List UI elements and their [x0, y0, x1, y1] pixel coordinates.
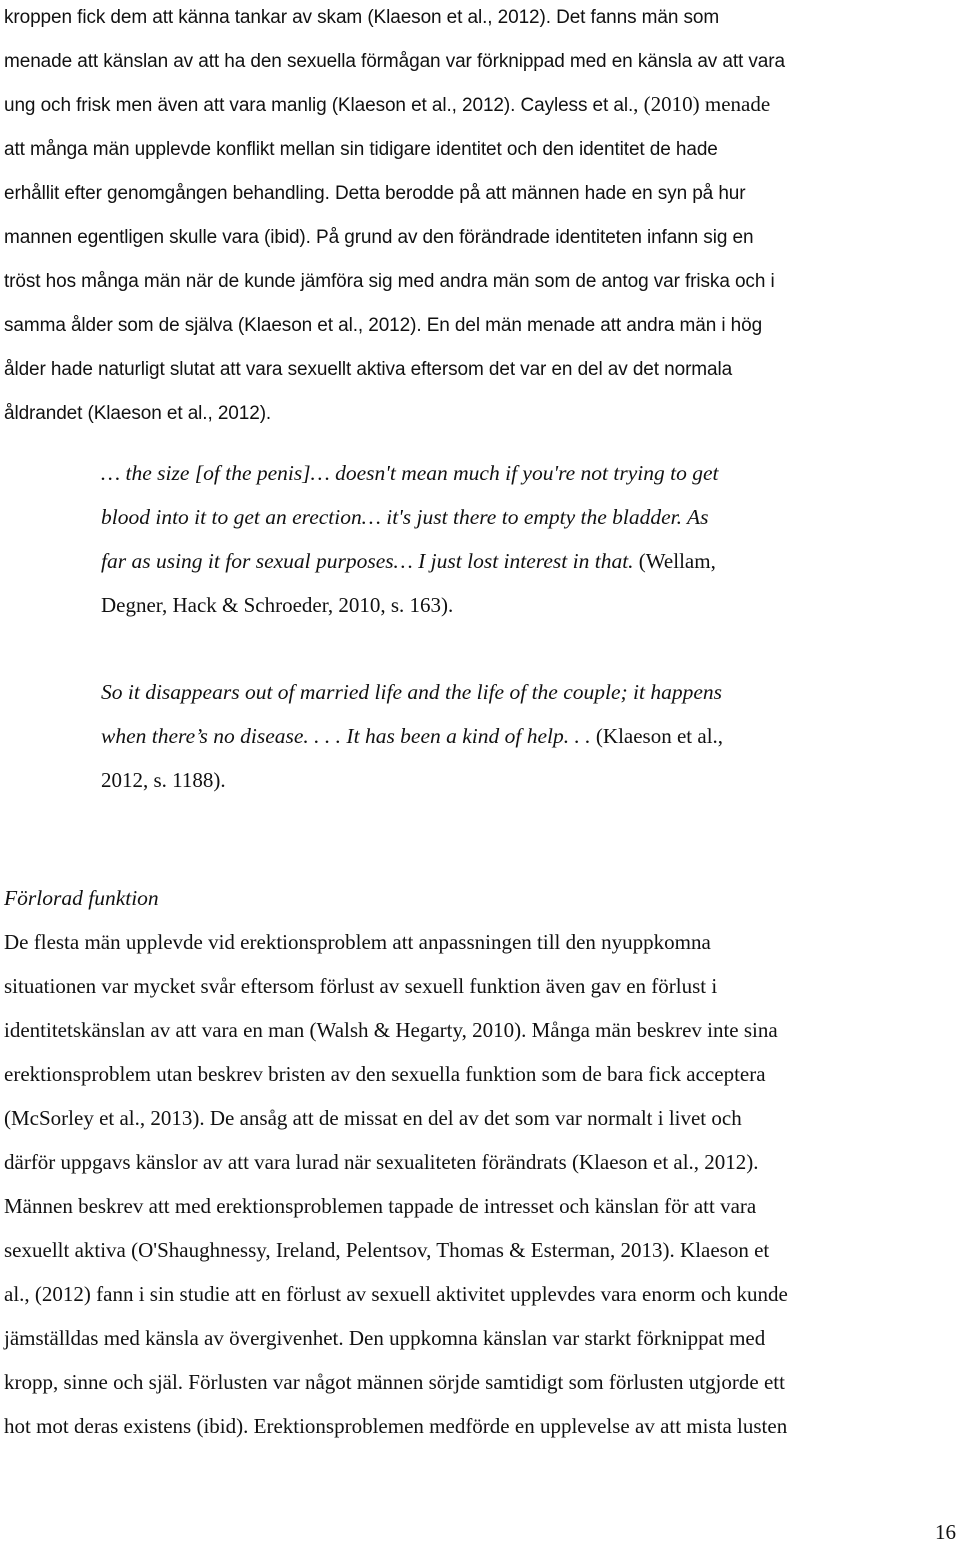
- text-run: blood into it to get an erection… it's just there to empty the bladder. As: [101, 505, 709, 529]
- text-run: , (2010) menade: [633, 92, 771, 116]
- text-run: (McSorley et al., 2013). De ansåg att de missat en del av det som var normalt i livet och: [4, 1106, 742, 1130]
- quote-line: [101, 714, 861, 758]
- text-run: kroppen fick dem att känna tankar av skam (Klaeson et al., 2012). Det fanns män som: [4, 7, 720, 28]
- text-line: [4, 1404, 952, 1448]
- text-line: [4, 1096, 952, 1140]
- text-line: [4, 82, 952, 126]
- quote-line: [101, 539, 861, 583]
- text-run: erhållit efter genomgången behandling.: [4, 183, 330, 204]
- quote-line: [101, 670, 861, 714]
- text-line: [4, 214, 952, 258]
- text-run: att många män upplevde konflikt mellan sin tidigare identitet och den identitet de hade: [4, 139, 718, 160]
- text-line: [4, 346, 952, 390]
- text-run: identitetskänslan av att vara en man (Walsh & Hegarty, 2010). Många män beskrev inte sina: [4, 1018, 778, 1042]
- text-run: På grund av den förändrade identiteten infann sig en: [310, 227, 754, 248]
- text-run: … the size [of the penis]… doesn't mean much if you're not trying to get: [101, 461, 719, 485]
- block-quote-wellam: [101, 451, 861, 627]
- text-run: Männen beskrev att med erektionsproblemen tappade de intresset och känslan för att vara: [4, 1194, 757, 1218]
- quote-line: [101, 758, 861, 802]
- body-paragraph-identity: [4, 0, 952, 434]
- text-run: tröst hos många män när de kunde jämföra sig med andra män som de antog var friska och i: [4, 271, 775, 292]
- text-line: [4, 1272, 952, 1316]
- text-line: [4, 1008, 952, 1052]
- text-line: [4, 920, 952, 964]
- text-run: erektionsproblem utan beskrev bristen av den sexuella funktion som de bara fick acceptera: [4, 1062, 766, 1086]
- text-run: sexuellt aktiva (O'Shaughnessy, Ireland, Pelentsov, Thomas & Esterman, 2013). Klaeson et: [4, 1238, 770, 1262]
- section-heading: Förlorad funktion: [4, 886, 159, 910]
- quote-line: [101, 583, 861, 627]
- text-run: mannen egentligen skulle vara (ibid).: [4, 227, 311, 248]
- text-run: when there’s no disease. . . . It has been a kind of help. . .: [101, 724, 591, 748]
- text-line: [4, 126, 952, 170]
- text-run: åldrandet (Klaeson et al., 2012).: [4, 403, 272, 424]
- text-run: De flesta män upplevde vid erektionsproblem att anpassningen till den nyuppkomna: [4, 930, 711, 954]
- text-run: hot mot deras existens (ibid). Erektionsproblemen medförde en upplevelse av att mista lusten: [4, 1414, 788, 1438]
- text-line: [4, 964, 952, 1008]
- text-run: (Klaeson et al.,: [590, 724, 724, 748]
- text-run: jämställdas med känsla av övergivenhet. Den uppkomna känslan var starkt förknippat med: [4, 1326, 766, 1350]
- text-run: al., (2012) fann i sin studie att en förlust av sexuell aktivitet upplevdes vara enorm och kunde: [4, 1282, 788, 1306]
- text-run: därför uppgavs känslor av att vara lurad när sexualiteten förändrats (Klaeson et al., 2012).: [4, 1150, 759, 1174]
- text-run: Degner, Hack & Schroeder, 2010, s. 163).: [101, 593, 454, 617]
- text-run: ung och frisk men även att vara manlig (Klaeson et al., 2012). Cayless et al.: [4, 95, 634, 116]
- text-run: situationen var mycket svår eftersom förlust av sexuell funktion även gav en förlust i: [4, 974, 718, 998]
- text-run: (Wellam,: [633, 549, 716, 573]
- text-line: [4, 258, 952, 302]
- text-run: En del män menade att andra män i hög: [421, 315, 763, 336]
- text-run: So it disappears out of married life and the life of the couple; it happens: [101, 680, 723, 704]
- text-run: samma ålder som de själva (Klaeson et al., 2012).: [4, 315, 422, 336]
- text-run: far as using it for sexual purposes… I just lost interest in that.: [101, 549, 634, 573]
- text-line: [4, 1140, 952, 1184]
- quote-line: [101, 495, 861, 539]
- text-line: [4, 1052, 952, 1096]
- text-line: [4, 38, 952, 82]
- text-line: [4, 1228, 952, 1272]
- text-line: [4, 1184, 952, 1228]
- text-run: ålder hade naturligt slutat att vara sexuellt aktiva eftersom det var en del av det normala: [4, 359, 733, 380]
- text-line: [4, 302, 952, 346]
- text-run: 2012, s. 1188).: [101, 768, 226, 792]
- text-line: [4, 0, 952, 38]
- quote-line: [101, 451, 861, 495]
- text-line: [4, 1360, 952, 1404]
- page-number: 16: [935, 1520, 956, 1544]
- text-run: kropp, sinne och själ. Förlusten var något männen sörjde samtidigt som förlusten utgjorde ett: [4, 1370, 785, 1394]
- body-paragraph-lost-function: [4, 920, 952, 1448]
- text-line: [4, 390, 952, 434]
- block-quote-klaeson: [101, 670, 861, 802]
- text-line: [4, 170, 952, 214]
- text-run: menade att känslan av att ha den sexuella förmågan var förknippad med en känsla av att vara: [4, 51, 785, 72]
- text-run: Detta berodde på att männen hade en syn på hur: [329, 183, 746, 204]
- text-line: [4, 1316, 952, 1360]
